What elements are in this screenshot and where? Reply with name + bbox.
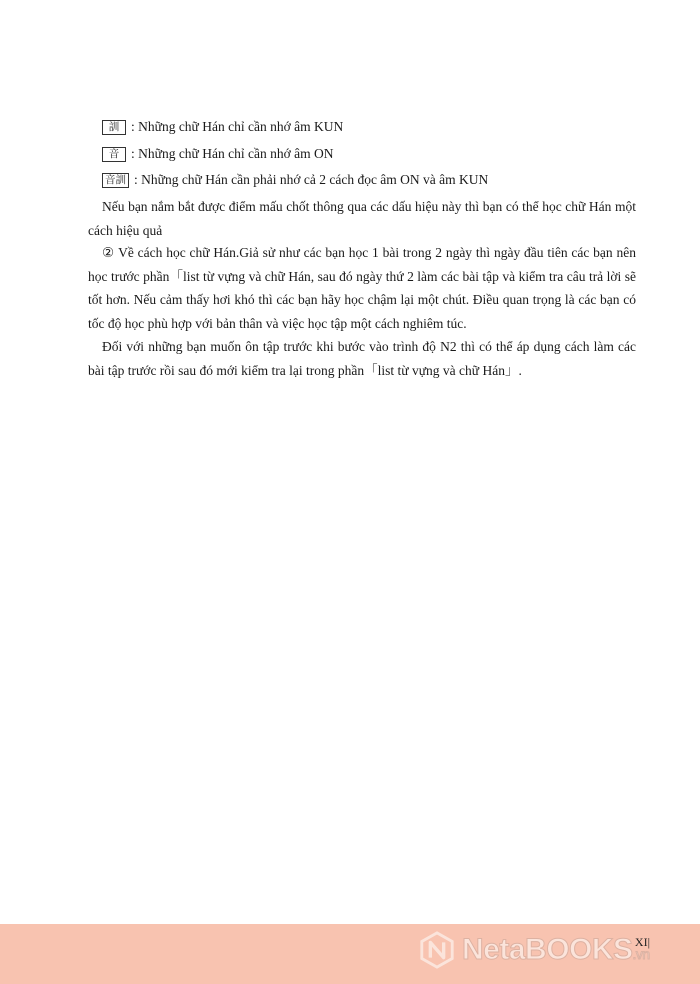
netabooks-watermark [418, 928, 650, 972]
legend-on-kun-text: : Những chữ Hán cần phải nhớ cả 2 cách đọc âm ON và âm KUN [134, 172, 489, 187]
legend-on [102, 145, 333, 163]
on-tag: 音 [102, 147, 126, 162]
legend-kun-text: : Những chữ Hán chỉ cần nhớ âm KUN [131, 119, 344, 134]
watermark-text: NetaBOOKS.vn [462, 933, 650, 966]
paragraph-n2-review: Đối với những bạn muốn ôn tập trước khi bước vào trình độ N2 thì có thể áp dụng cách làm các bài tập trước rồi sau đó mới kiểm tra lại trong phần「list từ vựng và chữ Hán」. [88, 339, 636, 378]
paragraph-study-method: ② Về cách học chữ Hán.Giả sử như các bạn học 1 bài trong 2 ngày thì ngày đầu tiên các bạn nên học trước phần「list từ vựng và chữ Hán, sau đó ngày thứ 2 làm các bài tập và kiểm tra câu trả lời sẽ tốt hơn. Nếu cảm thấy hơi khó thì các bạn hãy học chậm lại một chút. Điều quan trọng là các bạn có tốc độ học phù hợp với bản thân và việc học tập một cách nghiêm túc. [88, 245, 636, 331]
paragraph-signs: Nếu bạn nắm bắt được điểm mấu chốt thông qua các dấu hiệu này thì bạn có thể học chữ Hán một cách hiệu quả [88, 199, 636, 238]
page-number: XI| [634, 935, 650, 949]
legend-kun [102, 118, 343, 136]
on-kun-tag: 音訓 [102, 173, 129, 188]
legend-on-text: : Những chữ Hán chỉ cần nhớ âm ON [131, 146, 334, 161]
netabooks-logo-icon [418, 931, 456, 969]
legend-on-kun [102, 171, 488, 189]
kun-tag: 訓 [102, 120, 126, 135]
